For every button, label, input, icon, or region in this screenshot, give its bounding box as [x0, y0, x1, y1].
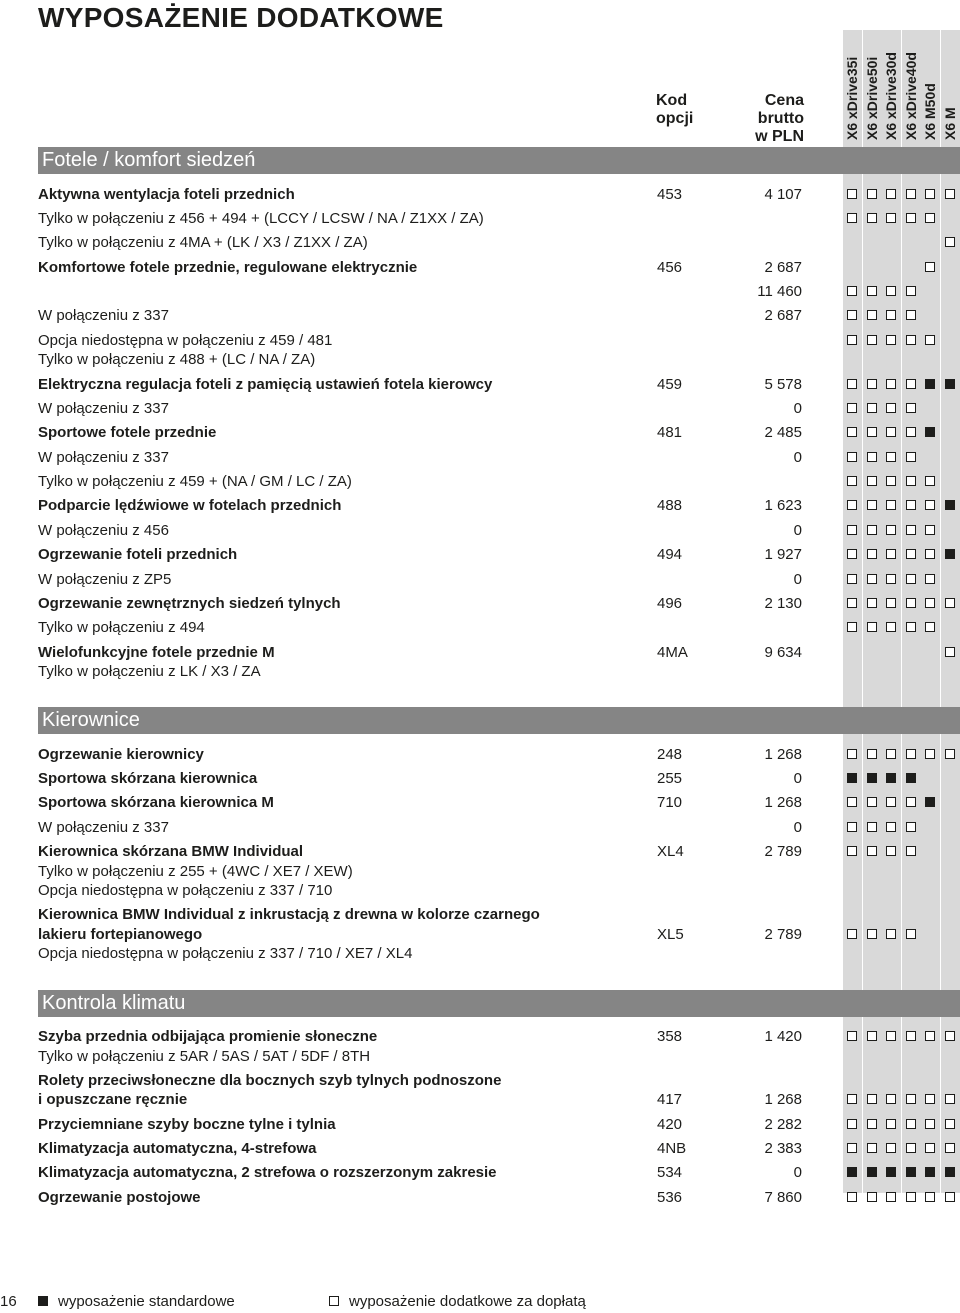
optional-equipment-icon	[925, 1031, 935, 1041]
optional-equipment-icon	[906, 598, 916, 608]
option-price: 2 485	[764, 424, 802, 441]
table-row	[38, 306, 838, 325]
optional-equipment-icon	[867, 476, 877, 486]
option-code: 453	[657, 186, 683, 203]
section-header: Kontrola klimatu	[38, 990, 960, 1017]
optional-equipment-icon	[906, 476, 916, 486]
optional-equipment-icon	[906, 797, 916, 807]
optional-equipment-icon	[925, 213, 935, 223]
optional-equipment-icon	[906, 749, 916, 759]
model-header: X6 xDrive30d	[883, 52, 899, 140]
table-row	[38, 925, 838, 944]
option-label: Tylko w połączeniu z LK / X3 / ZA	[38, 663, 261, 680]
optional-equipment-icon	[886, 476, 896, 486]
optional-equipment-icon	[925, 335, 935, 345]
legend-optional-label: wyposażenie dodatkowe za dopłatą	[349, 1293, 586, 1310]
optional-equipment-icon	[847, 427, 857, 437]
option-price: 7 860	[764, 1189, 802, 1206]
optional-equipment-icon	[847, 846, 857, 856]
table-row	[38, 842, 838, 861]
optional-equipment-icon	[925, 549, 935, 559]
option-price: 9 634	[764, 644, 802, 661]
optional-equipment-icon	[906, 929, 916, 939]
optional-equipment-icon	[847, 500, 857, 510]
standard-equipment-icon	[886, 773, 896, 783]
option-label: Klimatyzacja automatyczna, 4-strefowa	[38, 1140, 317, 1157]
table-row	[38, 643, 838, 662]
option-label: i opuszczane ręcznie	[38, 1091, 188, 1108]
table-row	[38, 745, 838, 764]
option-label: Tylko w połączeniu z 4MA + (LK / X3 / Z1XX / ZA)	[38, 234, 368, 251]
option-code: 459	[657, 376, 683, 393]
optional-equipment-icon	[847, 525, 857, 535]
optional-equipment-icon	[847, 1192, 857, 1202]
optional-equipment-icon	[867, 846, 877, 856]
optional-equipment-icon	[886, 1143, 896, 1153]
option-label: Ogrzewanie zewnętrznych siedzeń tylnych	[38, 595, 341, 612]
optional-equipment-icon	[847, 797, 857, 807]
option-label: Sportowe fotele przednie	[38, 424, 217, 441]
table-row	[38, 375, 838, 394]
option-code: 534	[657, 1164, 683, 1181]
price-column-header	[740, 92, 804, 146]
optional-equipment-icon	[945, 1143, 955, 1153]
table-row	[38, 1027, 838, 1046]
optional-equipment-icon	[906, 286, 916, 296]
option-label: Ogrzewanie foteli przednich	[38, 546, 238, 563]
optional-equipment-icon	[925, 476, 935, 486]
optional-equipment-icon	[906, 189, 916, 199]
optional-equipment-icon	[847, 598, 857, 608]
optional-equipment-icon	[886, 929, 896, 939]
optional-equipment-icon	[867, 598, 877, 608]
optional-equipment-icon	[867, 189, 877, 199]
optional-equipment-icon	[867, 1143, 877, 1153]
table-row	[38, 350, 838, 369]
table-row	[38, 594, 838, 613]
option-label: Tylko w połączeniu z 494	[38, 619, 205, 636]
option-code: 417	[657, 1091, 683, 1108]
optional-equipment-icon	[906, 427, 916, 437]
legend-standard-icon	[38, 1296, 48, 1306]
optional-equipment-icon	[886, 213, 896, 223]
option-label: W połączeniu z 337	[38, 400, 169, 417]
option-code: 536	[657, 1189, 683, 1206]
optional-equipment-icon	[886, 846, 896, 856]
optional-equipment-icon	[906, 574, 916, 584]
table-row	[38, 1047, 838, 1066]
option-code: 4MA	[657, 644, 688, 661]
option-label: W połączeniu z 456	[38, 522, 169, 539]
optional-equipment-icon	[867, 749, 877, 759]
optional-equipment-icon	[867, 379, 877, 389]
optional-equipment-icon	[906, 403, 916, 413]
optional-equipment-icon	[847, 929, 857, 939]
optional-equipment-icon	[906, 822, 916, 832]
standard-equipment-icon	[906, 1167, 916, 1177]
optional-equipment-icon	[847, 452, 857, 462]
optional-equipment-icon	[906, 1143, 916, 1153]
optional-equipment-icon	[867, 500, 877, 510]
optional-equipment-icon	[867, 427, 877, 437]
standard-equipment-icon	[847, 1167, 857, 1177]
price-header-line-2: brutto	[757, 110, 804, 127]
table-row	[38, 769, 838, 788]
table-row	[38, 233, 838, 252]
option-price: 1 268	[764, 1091, 802, 1108]
standard-equipment-icon	[925, 1167, 935, 1177]
standard-equipment-icon	[925, 379, 935, 389]
option-code: 255	[657, 770, 683, 787]
section-header: Kierownice	[38, 707, 960, 734]
optional-equipment-icon	[847, 286, 857, 296]
model-column-stripe	[882, 30, 901, 1193]
standard-equipment-icon	[906, 773, 916, 783]
model-header: X6 M	[942, 107, 958, 140]
optional-equipment-icon	[847, 1119, 857, 1129]
table-row	[38, 185, 838, 204]
optional-equipment-icon	[906, 379, 916, 389]
optional-equipment-icon	[847, 1143, 857, 1153]
optional-equipment-icon	[906, 213, 916, 223]
option-price: 0	[793, 770, 802, 787]
optional-equipment-icon	[886, 1094, 896, 1104]
model-header: X6 xDrive35i	[844, 56, 860, 140]
optional-equipment-icon	[886, 1119, 896, 1129]
option-label: Elektryczna regulacja foteli z pamięcią ustawień fotela kierowcy	[38, 376, 493, 393]
option-code: 4NB	[657, 1140, 687, 1157]
option-label: W połączeniu z ZP5	[38, 571, 172, 588]
optional-equipment-icon	[867, 286, 877, 296]
table-row	[38, 545, 838, 564]
option-code: XL4	[657, 843, 684, 860]
option-code: XL5	[657, 926, 684, 943]
option-price: 0	[793, 449, 802, 466]
optional-equipment-icon	[886, 403, 896, 413]
optional-equipment-icon	[945, 237, 955, 247]
table-row	[38, 793, 838, 812]
table-row	[38, 472, 838, 491]
option-code: 481	[657, 424, 683, 441]
optional-equipment-icon	[867, 310, 877, 320]
optional-equipment-icon	[847, 213, 857, 223]
optional-equipment-icon	[867, 622, 877, 632]
optional-equipment-icon	[867, 1192, 877, 1202]
optional-equipment-icon	[867, 525, 877, 535]
option-price: 2 789	[764, 926, 802, 943]
optional-equipment-icon	[945, 749, 955, 759]
option-code: 494	[657, 546, 683, 563]
option-price: 2 687	[764, 259, 802, 276]
standard-equipment-icon	[925, 427, 935, 437]
model-column-stripe	[843, 30, 862, 1193]
option-price: 2 789	[764, 843, 802, 860]
option-price: 2 687	[764, 307, 802, 324]
standard-equipment-icon	[886, 1167, 896, 1177]
optional-equipment-icon	[886, 822, 896, 832]
table-row	[38, 1163, 838, 1182]
option-label: W połączeniu z 337	[38, 307, 169, 324]
optional-equipment-icon	[886, 749, 896, 759]
optional-equipment-icon	[925, 500, 935, 510]
legend-optional-icon	[329, 1296, 339, 1306]
table-row	[38, 1090, 838, 1109]
optional-equipment-icon	[867, 574, 877, 584]
optional-equipment-icon	[925, 1094, 935, 1104]
option-label: Klimatyzacja automatyczna, 2 strefowa o rozszerzonym zakresie	[38, 1164, 497, 1181]
optional-equipment-icon	[886, 452, 896, 462]
price-header-line-1: Cena	[764, 92, 804, 109]
option-price: 1 927	[764, 546, 802, 563]
table-row	[38, 282, 838, 301]
option-label: Tylko w połączeniu z 459 + (NA / GM / LC / ZA)	[38, 473, 352, 490]
option-label: Rolety przeciwsłoneczne dla bocznych szyb tylnych podnoszone	[38, 1072, 502, 1089]
table-row	[38, 905, 838, 924]
code-header-line-2: opcji	[656, 110, 694, 127]
optional-equipment-icon	[847, 622, 857, 632]
optional-equipment-icon	[906, 525, 916, 535]
option-label: Aktywna wentylacja foteli przednich	[38, 186, 295, 203]
optional-equipment-icon	[847, 822, 857, 832]
optional-equipment-icon	[886, 525, 896, 535]
option-price: 4 107	[764, 186, 802, 203]
option-code: 496	[657, 595, 683, 612]
option-price: 11 460	[757, 283, 802, 300]
table-row	[38, 1188, 838, 1207]
model-column-stripe	[921, 30, 940, 1193]
standard-equipment-icon	[867, 1167, 877, 1177]
option-price: 1 420	[764, 1028, 802, 1045]
option-price: 0	[793, 522, 802, 539]
option-code: 488	[657, 497, 683, 514]
optional-equipment-icon	[886, 189, 896, 199]
option-label: Sportowa skórzana kierownica M	[38, 794, 274, 811]
optional-equipment-icon	[906, 310, 916, 320]
option-label: Kierownica skórzana BMW Individual	[38, 843, 304, 860]
option-price: 2 383	[764, 1140, 802, 1157]
option-label: Podparcie lędźwiowe w fotelach przednich	[38, 497, 342, 514]
optional-equipment-icon	[906, 846, 916, 856]
optional-equipment-icon	[925, 262, 935, 272]
optional-equipment-icon	[847, 549, 857, 559]
optional-equipment-icon	[906, 452, 916, 462]
option-label: Tylko w połączeniu z 488 + (LC / NA / ZA)	[38, 351, 316, 368]
table-row	[38, 818, 838, 837]
optional-equipment-icon	[847, 335, 857, 345]
model-column-stripe	[863, 30, 882, 1193]
option-label: W połączeniu z 337	[38, 819, 169, 836]
code-header-line-1: Kod	[656, 92, 688, 109]
option-label: Opcja niedostępna w połączeniu z 459 / 481	[38, 332, 333, 349]
optional-equipment-icon	[925, 189, 935, 199]
model-header: X6 xDrive50i	[864, 56, 880, 140]
optional-equipment-icon	[867, 549, 877, 559]
table-row	[38, 448, 838, 467]
optional-equipment-icon	[847, 403, 857, 413]
option-price: 1 268	[764, 794, 802, 811]
optional-equipment-icon	[867, 929, 877, 939]
standard-equipment-icon	[945, 379, 955, 389]
optional-equipment-icon	[847, 379, 857, 389]
option-label: Tylko w połączeniu z 456 + 494 + (LCCY / LCSW / NA / Z1XX / ZA)	[38, 210, 484, 227]
table-row	[38, 209, 838, 228]
option-label: Opcja niedostępna w połączeniu z 337 / 710 / XE7 / XL4	[38, 945, 413, 962]
option-label: Opcja niedostępna w połączeniu z 337 / 710	[38, 882, 333, 899]
optional-equipment-icon	[925, 622, 935, 632]
option-price: 2 282	[764, 1116, 802, 1133]
standard-equipment-icon	[945, 1167, 955, 1177]
option-label: Wielofunkcyjne fotele przednie M	[38, 644, 275, 661]
optional-equipment-icon	[945, 189, 955, 199]
standard-equipment-icon	[925, 797, 935, 807]
option-label: Ogrzewanie postojowe	[38, 1189, 201, 1206]
optional-equipment-icon	[906, 335, 916, 345]
page-title: WYPOSAŻENIE DODATKOWE	[38, 2, 444, 33]
table-row	[38, 1139, 838, 1158]
table-row	[38, 1071, 838, 1090]
optional-equipment-icon	[925, 1119, 935, 1129]
optional-equipment-icon	[847, 749, 857, 759]
optional-equipment-icon	[847, 1031, 857, 1041]
option-code: 358	[657, 1028, 683, 1045]
option-price: 0	[793, 1164, 802, 1181]
optional-equipment-icon	[867, 797, 877, 807]
option-price: 5 578	[764, 376, 802, 393]
option-price: 0	[793, 400, 802, 417]
table-row	[38, 862, 838, 881]
table-row	[38, 1115, 838, 1134]
standard-equipment-icon	[867, 773, 877, 783]
option-label: Kierownica BMW Individual z inkrustacją z drewna w kolorze czarnego	[38, 906, 540, 923]
optional-equipment-icon	[925, 1192, 935, 1202]
option-code: 456	[657, 259, 683, 276]
table-row	[38, 944, 838, 963]
optional-equipment-icon	[886, 310, 896, 320]
option-label: Szyba przednia odbijająca promienie słoneczne	[38, 1028, 378, 1045]
optional-equipment-icon	[925, 749, 935, 759]
optional-equipment-icon	[867, 452, 877, 462]
model-header: X6 xDrive40d	[903, 52, 919, 140]
code-column-header	[656, 92, 693, 128]
optional-equipment-icon	[867, 213, 877, 223]
table-row	[38, 399, 838, 418]
optional-equipment-icon	[906, 549, 916, 559]
option-price: 0	[793, 571, 802, 588]
table-row	[38, 258, 838, 277]
optional-equipment-icon	[867, 1031, 877, 1041]
option-price: 2 130	[764, 595, 802, 612]
optional-equipment-icon	[847, 189, 857, 199]
option-code: 420	[657, 1116, 683, 1133]
option-price: 1 623	[764, 497, 802, 514]
optional-equipment-icon	[945, 1119, 955, 1129]
optional-equipment-icon	[847, 1094, 857, 1104]
optional-equipment-icon	[886, 335, 896, 345]
optional-equipment-icon	[906, 1031, 916, 1041]
optional-equipment-icon	[886, 797, 896, 807]
standard-equipment-icon	[945, 500, 955, 510]
option-label: W połączeniu z 337	[38, 449, 169, 466]
optional-equipment-icon	[886, 1192, 896, 1202]
table-row	[38, 423, 838, 442]
option-label: Komfortowe fotele przednie, regulowane elektrycznie	[38, 259, 418, 276]
table-row	[38, 881, 838, 900]
optional-equipment-icon	[925, 525, 935, 535]
optional-equipment-icon	[925, 1143, 935, 1153]
optional-equipment-icon	[925, 598, 935, 608]
optional-equipment-icon	[867, 1119, 877, 1129]
option-label: Tylko w połączeniu z 255 + (4WC / XE7 / XEW)	[38, 863, 353, 880]
optional-equipment-icon	[867, 822, 877, 832]
standard-equipment-icon	[847, 773, 857, 783]
option-label: Przyciemniane szyby boczne tylne i tylnia	[38, 1116, 336, 1133]
option-price: 0	[793, 819, 802, 836]
standard-equipment-icon	[945, 549, 955, 559]
optional-equipment-icon	[886, 427, 896, 437]
table-row	[38, 618, 838, 637]
optional-equipment-icon	[886, 574, 896, 584]
optional-equipment-icon	[847, 476, 857, 486]
page-number: 16	[0, 1293, 17, 1310]
option-price: 1 268	[764, 746, 802, 763]
table-row	[38, 521, 838, 540]
section-header: Fotele / komfort siedzeń	[38, 147, 960, 174]
table-row	[38, 662, 838, 681]
optional-equipment-icon	[867, 403, 877, 413]
optional-equipment-icon	[906, 622, 916, 632]
optional-equipment-icon	[867, 1094, 877, 1104]
optional-equipment-icon	[945, 1031, 955, 1041]
option-code: 710	[657, 794, 683, 811]
optional-equipment-icon	[886, 379, 896, 389]
optional-equipment-icon	[886, 1031, 896, 1041]
optional-equipment-icon	[886, 549, 896, 559]
option-label: lakieru fortepianowego	[38, 926, 203, 943]
option-label: Ogrzewanie kierownicy	[38, 746, 204, 763]
optional-equipment-icon	[925, 574, 935, 584]
optional-equipment-icon	[945, 1094, 955, 1104]
price-header-line-3: w PLN	[755, 128, 804, 145]
optional-equipment-icon	[945, 647, 955, 657]
table-row	[38, 496, 838, 515]
optional-equipment-icon	[886, 622, 896, 632]
optional-equipment-icon	[906, 1192, 916, 1202]
model-header: X6 M50d	[922, 83, 938, 140]
model-column-stripe	[902, 30, 921, 1193]
option-label: Tylko w połączeniu z 5AR / 5AS / 5AT / 5DF / 8TH	[38, 1048, 371, 1065]
optional-equipment-icon	[906, 1094, 916, 1104]
optional-equipment-icon	[886, 286, 896, 296]
model-column-stripe	[941, 30, 960, 1193]
optional-equipment-icon	[945, 1192, 955, 1202]
optional-equipment-icon	[945, 598, 955, 608]
legend-standard-label: wyposażenie standardowe	[58, 1293, 235, 1310]
optional-equipment-icon	[847, 574, 857, 584]
optional-equipment-icon	[847, 310, 857, 320]
option-label: Sportowa skórzana kierownica	[38, 770, 258, 787]
table-row	[38, 331, 838, 350]
option-code: 248	[657, 746, 683, 763]
table-row	[38, 570, 838, 589]
optional-equipment-icon	[906, 500, 916, 510]
optional-equipment-icon	[867, 335, 877, 345]
optional-equipment-icon	[906, 1119, 916, 1129]
optional-equipment-icon	[886, 598, 896, 608]
optional-equipment-icon	[886, 500, 896, 510]
